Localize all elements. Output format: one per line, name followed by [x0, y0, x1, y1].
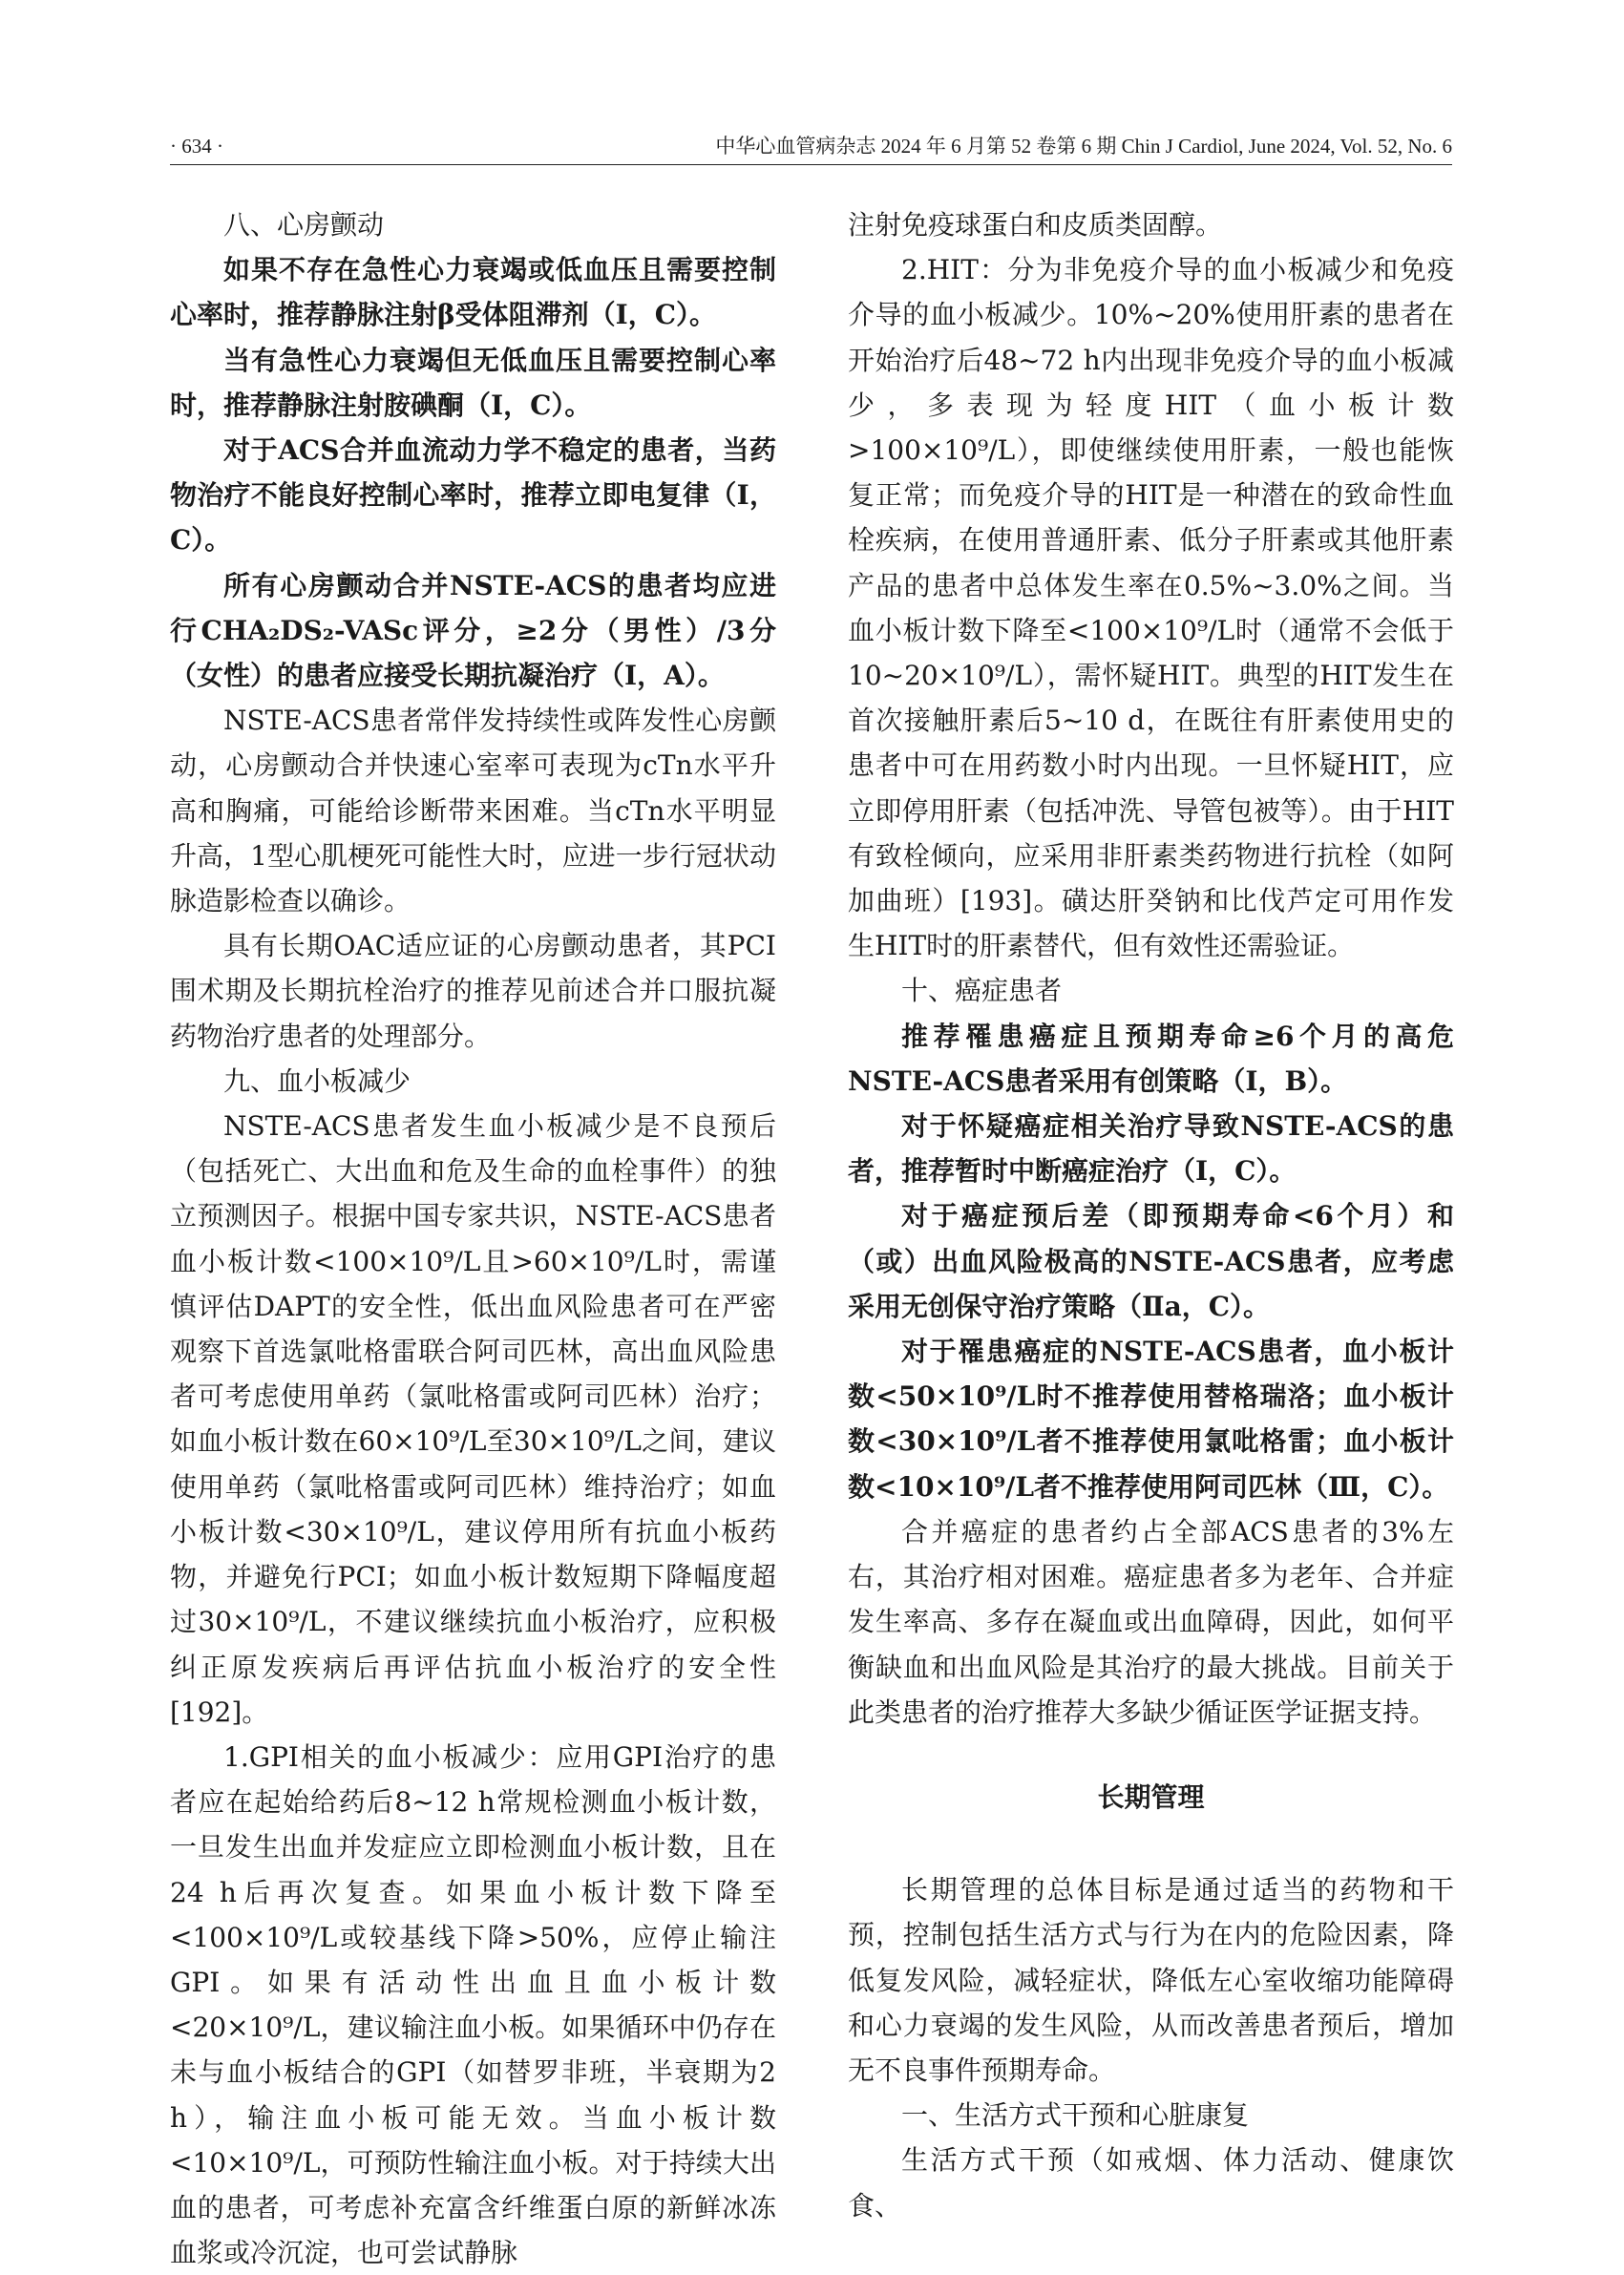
recommendation-paragraph: 对于罹患癌症的NSTE-ACS患者，血小板计数<50×10⁹/L时不推荐使用替格瑞洛；血小板计数<30×10⁹/L者不推荐使用氯吡格雷；血小板计数<10×10⁹/L者不推荐使用阿司匹林（Ⅲ，C）。 — [848, 1336, 1454, 1503]
section-spacer — [848, 1820, 1454, 1867]
body-paragraph: NSTE-ACS患者发生血小板减少是不良预后（包括死亡、大出血和危及生命的血栓事件）的独立预测因子。根据中国专家共识，NSTE-ACS患者血小板计数<100×10⁹/L且>60×10⁹/L时，需谨慎评估DAPT的安全性，低出血风险患者可在严密观察下首选氯吡格雷联合阿司匹林，高出血风险患者可考虑使用单药（氯吡格雷或阿司匹林）治疗；如血小板计数在60×10⁹/L至30×10⁹/L之间，建议使用单药（氯吡格雷或阿司匹林）维持治疗；如血小板计数<30×10⁹/L，建议停用所有抗血小板药物，并避免行PCI；如血小板计数短期下降幅度超过30×10⁹/L，不建议继续抗血小板治疗，应积极纠正原发疾病后再评估抗血小板治疗的安全性[192]。 — [170, 1110, 776, 1728]
body-paragraph: 一、生活方式干预和心脏康复 — [901, 2099, 1250, 2132]
body-paragraph: 长期管理的总体目标是通过适当的药物和干预，控制包括生活方式与行为在内的危险因素，降低复发风险，减轻症状，降低左心室收缩功能障碍和心力衰竭的发生风险，从而改善患者预后，增加无不良事件预期寿命。 — [848, 1874, 1454, 2086]
journal-citation: 中华心血管病杂志 2024 年 6 月第 52 卷第 6 期 Chin J Cardiol, June 2024, Vol. 52, No. 6 — [715, 135, 1452, 158]
body-paragraph: 1.GPI相关的血小板减少：应用GPI治疗的患者应在起始给药后8~12 h常规检测血小板计数，一旦发生出血并发症应立即检测血小板计数，且在24 h后再次复查。如果血小板计数下降至<100×10⁹/L或较基线下降>50%，应停止输注GPI。如果有活动性出血且血小板计数<20×10⁹/L，建议输注血小板。如果循环中仍存在未与血小板结合的GPI（如替罗非班，半衰期为2 h），输注血小板可能无效。当血小板计数<10×10⁹/L，可预防性输注血小板。对于持续大出血的患者，可考虑补充富含纤维蛋白原的新鲜冰冻血浆或冷沉淀，也可尝试静脉 — [170, 1740, 776, 2269]
section-spacer — [848, 1735, 1454, 1775]
right-column — [848, 202, 1454, 2228]
recommendation-paragraph: 如果不存在急性心力衰竭或低血压且需要控制心率时，推荐静脉注射β受体阻滞剂（Ⅰ，C）。 — [170, 254, 776, 331]
body-paragraph: 具有长期OAC适应证的心房颤动患者，其PCI围术期及长期抗栓治疗的推荐见前述合并口服抗凝药物治疗患者的处理部分。 — [170, 930, 776, 1052]
body-paragraph: 八、心房颤动 — [223, 209, 385, 241]
body-paragraph: 2.HIT：分为非免疫介导的血小板减少和免疫介导的血小板减少。10%~20%使用肝素的患者在开始治疗后48~72 h内出现非免疫介导的血小板减少，多表现为轻度HIT（血小板计数>100×10⁹/L），即使继续使用肝素，一般也能恢复正常；而免疫介导的HIT是一种潜在的致命性血栓疾病，在使用普通肝素、低分子肝素或其他肝素产品的患者中总体发生率在0.5%~3.0%之间。当血小板计数下降至<100×10⁹/L时（通常不会低于10~20×10⁹/L），需怀疑HIT。典型的HIT发生在首次接触肝素后5~10 d，在既往有肝素使用史的患者中可在用药数小时内出现。一旦怀疑HIT，应立即停用肝素（包括冲洗、导管包被等）。由于HIT有致栓倾向，应采用非肝素类药物进行抗栓（如阿加曲班）[193]。磺达肝癸钠和比伐芦定可用作发生HIT时的肝素替代，但有效性还需验证。 — [848, 254, 1454, 962]
page-number: · 634 · — [170, 135, 223, 158]
recommendation-paragraph: 对于怀疑癌症相关治疗导致NSTE-ACS的患者，推荐暂时中断癌症治疗（Ⅰ，C）。 — [848, 1110, 1454, 1188]
header-rule — [170, 164, 1452, 165]
recommendation-paragraph: 所有心房颤动合并NSTE-ACS的患者均应进行CHA₂DS₂-VASc评分，≥2分（男性）/3分（女性）的患者应接受长期抗凝治疗（Ⅰ，A）。 — [170, 569, 776, 692]
body-paragraph: 生活方式干预（如戒烟、体力活动、健康饮食、 — [848, 2144, 1454, 2222]
recommendation-paragraph: 推荐罹患癌症且预期寿命≥6个月的高危NSTE-ACS患者采用有创策略（Ⅰ，B）。 — [848, 1020, 1454, 1097]
body-paragraph: 九、血小板减少 — [223, 1064, 411, 1097]
recommendation-paragraph: 当有急性心力衰竭但无低血压且需要控制心率时，推荐静脉注射胺碘酮（Ⅰ，C）。 — [170, 344, 776, 421]
recommendation-paragraph: 对于癌症预后差（即预期寿命<6个月）和（或）出血风险极高的NSTE-ACS患者，应考虑采用无创保守治疗策略（Ⅱa，C）。 — [848, 1200, 1454, 1322]
body-paragraph: NSTE-ACS患者常伴发持续性或阵发性心房颤动，心房颤动合并快速心室率可表现为cTn水平升高和胸痛，可能给诊断带来困难。当cTn水平明显升高，1型心肌梗死可能性大时，应进一步行冠状动脉造影检查以确诊。 — [170, 705, 776, 917]
body-paragraph: 十、癌症患者 — [901, 975, 1063, 1007]
left-column — [170, 202, 776, 2275]
recommendation-paragraph: 对于ACS合并血流动力学不稳定的患者，当药物治疗不能良好控制心率时，推荐立即电复律（Ⅰ，C）。 — [170, 434, 776, 557]
body-paragraph: 注射免疫球蛋白和皮质类固醇。 — [848, 209, 1223, 241]
body-paragraph: 合并癌症的患者约占全部ACS患者的3%左右，其治疗相对困难。癌症患者多为老年、合并症发生率高、多存在凝血或出血障碍，因此，如何平衡缺血和出血风险是其治疗的最大挑战。目前关于此类患者的治疗推荐大多缺少循证医学证据支持。 — [848, 1515, 1454, 1728]
section-heading: 长期管理 — [1097, 1780, 1205, 1813]
